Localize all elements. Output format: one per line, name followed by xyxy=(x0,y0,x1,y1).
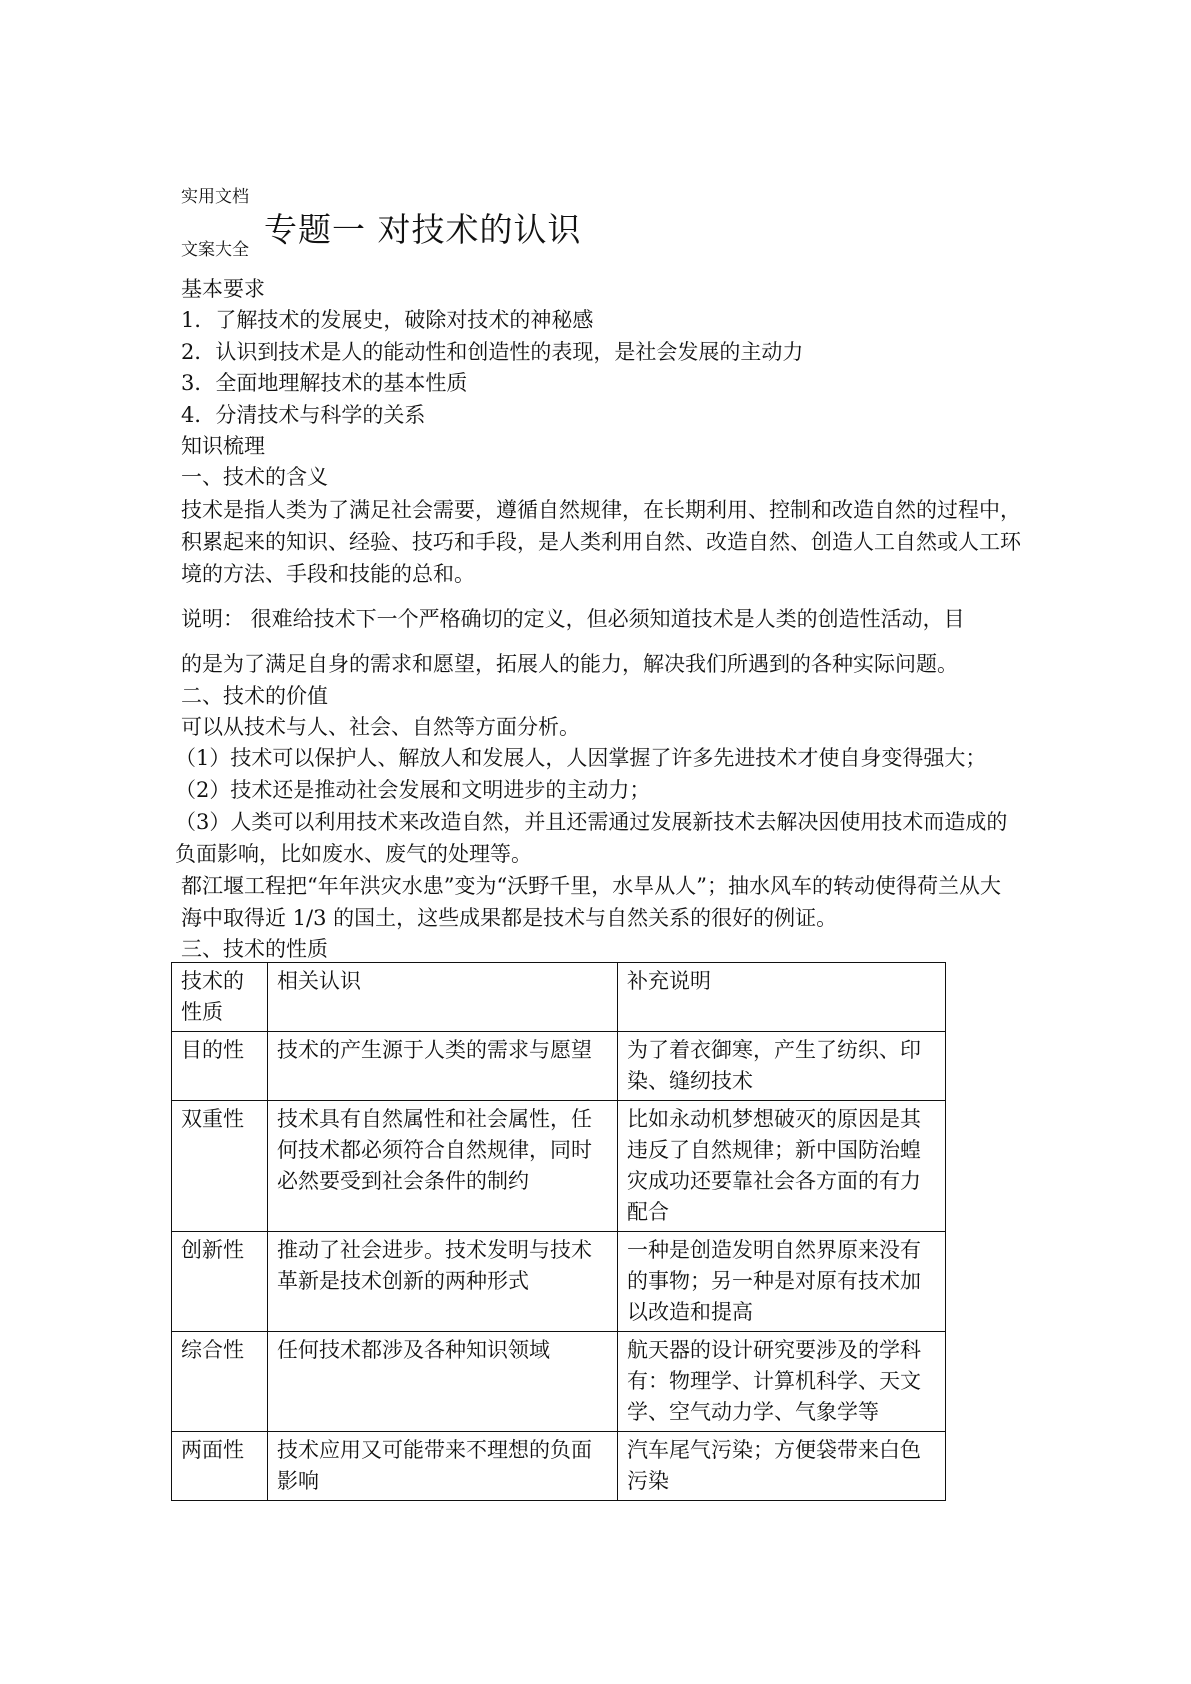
property-understanding-cell: 技术具有自然属性和社会属性，任何技术都必须符合自然规律，同时必然要受到社会条件的制约 xyxy=(268,1101,618,1232)
table-row xyxy=(172,1101,946,1232)
table-header-row xyxy=(172,963,946,1032)
table-row xyxy=(172,1232,946,1332)
property-name-cell: 创新性 xyxy=(172,1232,268,1332)
table-row xyxy=(172,1332,946,1432)
subsection-heading-properties: 三、技术的性质 xyxy=(181,937,328,962)
page-title: 专题一 对技术的认识 xyxy=(264,210,582,249)
property-note-cell: 航天器的设计研究要涉及的学科有：物理学、计算机科学、天文学、空气动力学、气象学等 xyxy=(618,1332,946,1432)
property-name-cell: 两面性 xyxy=(172,1432,268,1501)
value-item: （1）技术可以保护人、解放人和发展人，人因掌握了许多先进技术才使自身变得强大； xyxy=(175,746,987,771)
requirement-item: 3．全面地理解技术的基本性质 xyxy=(181,371,468,396)
table-header-cell: 相关认识 xyxy=(268,963,618,1032)
example-paragraph: 都江堰工程把“年年洪灾水患”变为“沃野千里，水旱从人”；抽水风车的转动使得荷兰从大海中取得近 1/3 的国土，这些成果都是技术与自然关系的很好的例证。 xyxy=(181,874,1001,931)
table-header-cell: 补充说明 xyxy=(618,963,946,1032)
table-header-cell: 技术的性质 xyxy=(172,963,268,1032)
property-name-cell: 双重性 xyxy=(172,1101,268,1232)
technology-properties-table xyxy=(171,962,946,1501)
property-note-cell: 汽车尾气污染；方便袋带来白色污染 xyxy=(618,1432,946,1501)
requirement-item: 4．分清技术与科学的关系 xyxy=(181,402,426,427)
note-line: 的是为了满足自身的需求和愿望，拓展人的能力，解决我们所遇到的各种实际问题。 xyxy=(181,652,958,677)
header-label-practical: 实用文档 xyxy=(181,187,249,207)
document-body xyxy=(175,274,1021,966)
subsection-heading-meaning: 一、技术的含义 xyxy=(181,465,328,490)
property-understanding-cell: 推动了社会进步。技术发明与技术革新是技术创新的两种形式 xyxy=(268,1232,618,1332)
property-name-cell: 综合性 xyxy=(172,1332,268,1432)
table-row xyxy=(172,1032,946,1101)
property-note-cell: 一种是创造发明自然界原来没有的事物；另一种是对原有技术加以改造和提高 xyxy=(618,1232,946,1332)
table-row xyxy=(172,1432,946,1501)
property-understanding-cell: 技术的产生源于人类的需求与愿望 xyxy=(268,1032,618,1101)
property-name-cell: 目的性 xyxy=(172,1032,268,1101)
property-understanding-cell: 技术应用又可能带来不理想的负面影响 xyxy=(268,1432,618,1501)
property-understanding-cell: 任何技术都涉及各种知识领域 xyxy=(268,1332,618,1432)
section-heading-knowledge: 知识梳理 xyxy=(181,434,265,459)
subsection-heading-value: 二、技术的价值 xyxy=(181,683,328,708)
property-note-cell: 为了着衣御寒，产生了纺织、印染、缝纫技术 xyxy=(618,1032,946,1101)
value-intro: 可以从技术与人、社会、自然等方面分析。 xyxy=(181,715,580,740)
value-item: （3）人类可以利用技术来改造自然，并且还需通过发展新技术去解决因使用技术而造成的负面影响，比如废水、废气的处理等。 xyxy=(175,810,1008,867)
property-note-cell: 比如永动机梦想破灭的原因是其违反了自然规律；新中国防治蝗灾成功还要靠社会各方面的有力配合 xyxy=(618,1101,946,1232)
value-item: （2）技术还是推动社会发展和文明进步的主动力； xyxy=(175,777,651,802)
note-line: 说明： 很难给技术下一个严格确切的定义，但必须知道技术是人类的创造性活动，目 xyxy=(181,606,965,631)
header-label-copy: 文案大全 xyxy=(181,240,249,260)
requirement-item: 2．认识到技术是人的能动性和创造性的表现，是社会发展的主动力 xyxy=(181,339,804,364)
definition-paragraph: 技术是指人类为了满足社会需要，遵循自然规律，在长期利用、控制和改造自然的过程中，积累起来的知识、经验、技巧和手段，是人类利用自然、改造自然、创造人工自然或人工环境的方法、手段和技能的总和。 xyxy=(181,497,1021,586)
section-heading-basic: 基本要求 xyxy=(181,277,265,301)
requirement-item: 1．了解技术的发展史，破除对技术的神秘感 xyxy=(181,308,594,333)
